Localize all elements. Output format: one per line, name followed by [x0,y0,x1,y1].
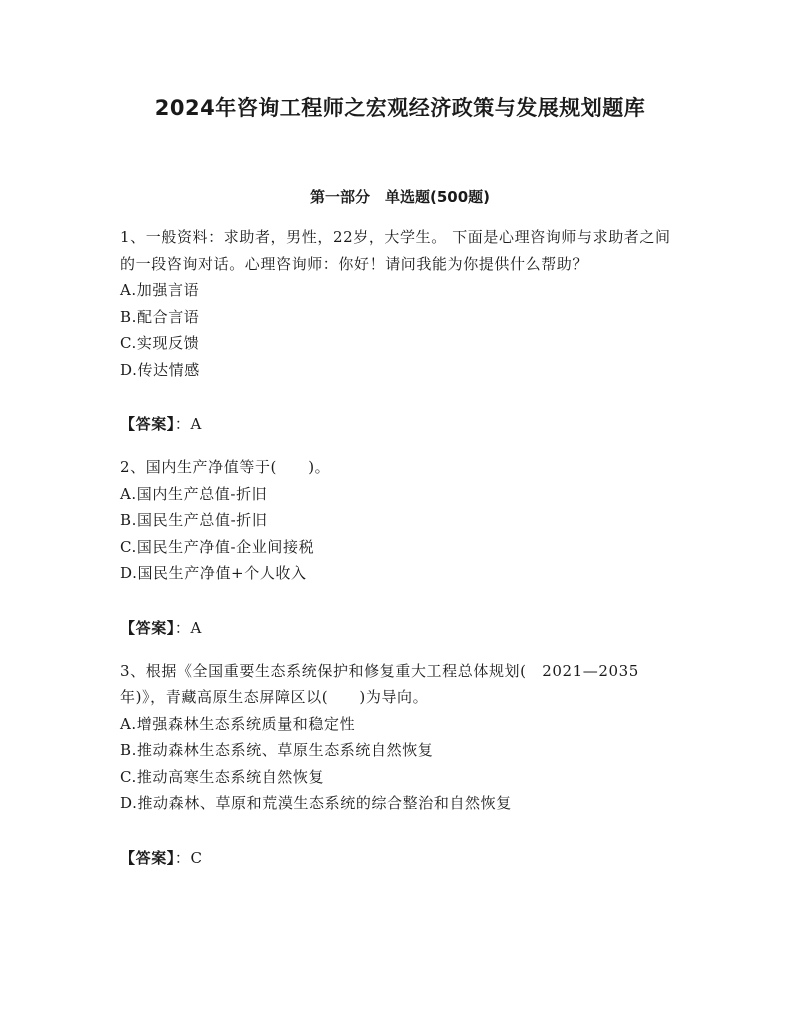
question-text: 1、一般资料：求助者，男性，22岁，大学生。 下面是心理咨询师与求助者之间的一段咨询对话。心理咨询师：你好！请问我能为你提供什么帮助？ [120,228,671,273]
answer-label: 【答案】 [120,618,175,637]
option-a: A.国内生产总值-折旧 [120,484,268,503]
section-title: 第一部分 单选题(500题) [309,188,491,206]
document-title: 2024年咨询工程师之宏观经济政策与发展规划题库 [154,96,646,120]
question-text: 3、根据《全国重要生态系统保护和修复重大工程总体规划( 2021—2035年)》，青藏高原生态屏障区以( )为导向。 [120,661,639,706]
option-c: C.推动高寒生态系统自然恢复 [120,767,325,786]
option-b: B.推动森林生态系统、草原生态系统自然恢复 [120,741,434,759]
option-c: C.实现反馈 [120,334,200,352]
question-3 [120,658,680,871]
option-d: D.推动森林、草原和荒漠生态系统的综合整治和自然恢复 [120,794,512,812]
option-c: C.国民生产净值-企业间接税 [120,537,315,556]
answer-value: ：A [174,415,202,433]
answer-line [120,615,680,641]
question-list [120,224,680,888]
option-b: B.配合言语 [120,307,200,326]
answer-label: 【答案】 [120,848,175,867]
option-list [120,481,680,587]
question-2 [120,454,680,641]
answer-value: ：A [174,618,202,637]
option-a: A.增强森林生态系统质量和稳定性 [120,714,356,733]
answer-label: 【答案】 [120,415,175,433]
option-list [120,711,680,817]
option-d: D.传达情感 [120,360,200,379]
option-a: A.加强言语 [120,281,200,299]
question-text: 2、国内生产净值等于( )。 [120,458,331,476]
answer-line [120,411,680,437]
question-1 [120,224,680,437]
answer-line [120,845,680,871]
option-d: D.国民生产净值+个人收入 [120,564,307,582]
option-b: B.国民生产总值-折旧 [120,511,268,529]
answer-value: ：C [174,848,203,867]
option-list [120,277,680,383]
